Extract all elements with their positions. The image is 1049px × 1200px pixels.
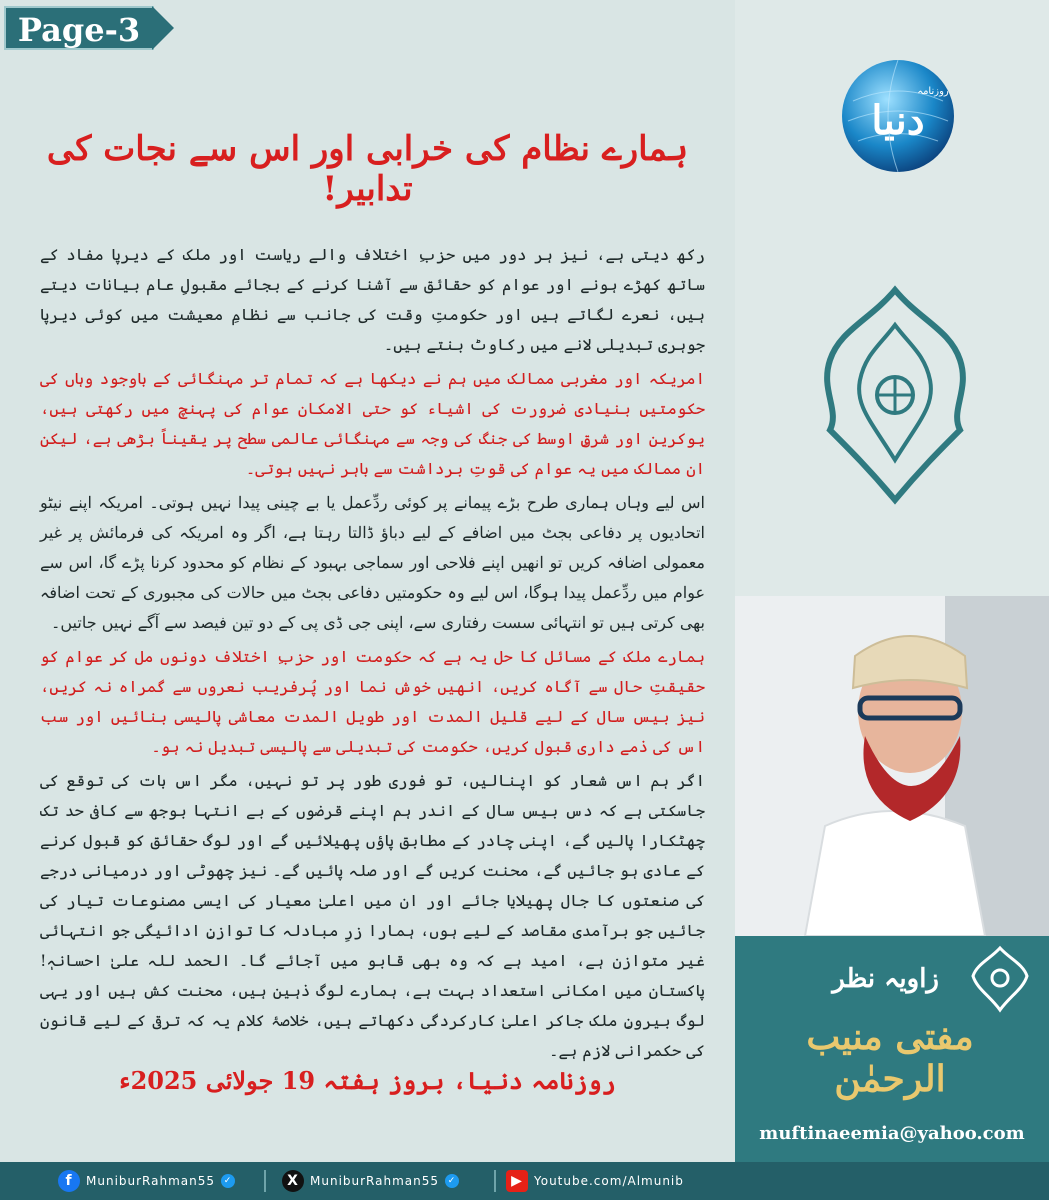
author-box	[735, 936, 1049, 1162]
facebook-handle: MuniburRahman55	[86, 1174, 216, 1188]
paragraph-1: رکھ دیتی ہے، نیز ہر دور میں حزبِ اختلاف والے ریاست اور ملک کے دیرپا مفاد کے ساتھ کھڑے ہونے اور عوام کو حقائق سے آشنا کرنے کے بجائے مقبولِ عام بیانات دیتے ہیں، نعرے لگاتے ہیں اور حکومتِ وقت کی جانب سے نظامِ معیشت میں کوئی دیرپا جوہری تبدیلی لانے میں رکاوٹ بنتے ہیں۔	[40, 245, 705, 354]
paragraph-3: اس لیے وہاں ہماری طرح بڑے پیمانے پر کوئی ردِّعمل یا بے چینی پیدا نہیں ہوتی۔ امریکہ اپنے نیٹو اتحادیوں پر دفاعی بجٹ میں اضافے کے لیے دباؤ ڈالتا رہتا ہے، اگر وہ امریکہ کی فرمائش پر غیر معمولی اضافہ کریں تو انھیں اپنے فلاحی اور سماجی بہبود کے نظام کو محدود کرنا پڑے گا، اس سے عوام میں ردِّعمل پیدا ہوگا، اس لیے وہ حکومتیں دفاعی بجٹ میں حالات کی مجبوری کے تحت اضافہ بھی کرتی ہیں تو انتہائی سست رفتاری سے، اپنی جی ڈی پی کے دو تین فیصد سے آگے نہیں جاتیں۔	[40, 493, 705, 632]
article-body	[40, 240, 705, 1070]
column-label: زاویہ نظر	[832, 964, 939, 994]
author-email[interactable]: muftinaeemia@yahoo.com	[735, 1114, 1049, 1154]
paragraph-4: ہمارے ملک کے مسائل کا حل یہ ہے کہ حکومت اور حزبِ اختلاف دونوں مل کر عوام کو حقیقتِ حال سے آگاہ کریں، انھیں خوش نما اور پُرفریب نعروں سے گمراہ نہ کریں، نیز بیس سال کے لیے قلیل المدت اور طویل المدت معاشی پالیسی بنائیں اور سب اس کی ذمے داری قبول کریں، حکومت کی تبدیلی سے پالیسی تبدیل نہ ہو۔	[40, 647, 706, 756]
x-link[interactable]	[282, 1169, 459, 1193]
verified-icon: ✓	[221, 1174, 235, 1188]
footer-divider	[494, 1170, 496, 1192]
page-badge: Page-3	[4, 6, 154, 50]
paragraph-2: امریکہ اور مغربی ممالک میں ہم نے دیکھا ہے کہ تمام تر مہنگائی کے باوجود وہاں کی حکومتیں بنیادی ضرورت کی اشیاء کو حتی الامکان عوام کی پہنچ میں رکھتی ہیں، یوکرین اور شرقِ اوسط کی جنگ کی وجہ سے مہنگائی عالمی سطح پر یقیناً بڑھی ہے، لیکن ان ممالک میں یہ عوام کی قوتِ برداشت سے باہر نہیں ہوتی۔	[40, 369, 705, 478]
youtube-icon: ▶	[506, 1170, 528, 1192]
footer-bar	[0, 1162, 1049, 1200]
verified-icon: ✓	[445, 1174, 459, 1188]
logo-main-text: دنیا	[871, 97, 925, 144]
dateline: روزنامہ دنیا، بروز ہفتہ 19 جولائی 2025ء	[119, 1066, 616, 1095]
x-icon: X	[282, 1170, 304, 1192]
facebook-link[interactable]	[58, 1169, 235, 1193]
youtube-handle: Youtube.com/Almunib	[534, 1174, 684, 1188]
footer-divider	[264, 1170, 266, 1192]
paragraph-5: اگر ہم اس شعار کو اپنالیں، تو فوری طور پر تو نہیں، مگر اس بات کی توقع کی جاسکتی ہے کہ دس بیس سال کے اندر ہم اپنے قرضوں کے بے انتہا بوجھ سے کافی حد تک چھٹکارا پالیں گے، اپنی چادر کے مطابق پاؤں پھیلائیں گے اور لوگ حقائق کو قبول کرنے کے عادی ہو جائیں گے، محنت کریں گے اور صلہ پائیں گے۔ نیز چھوٹی اور درمیانی درجے کی صنعتوں کا جال پھیلایا جائے اور ان میں اعلیٰ معیار کی ایسی مصنوعات تیار کی جائیں جو برآمدی مقاصد کے لیے ہوں، ہمارا زرِ مبادلہ کا توازنِ ادائیگی جو انتہائی غیر متوازن ہے، امید ہے کہ وہ بھی قابو میں آجائے گا۔ الحمد للہ علیٰ احسانہٖ! پاکستان میں امکانی استعداد بہت ہے، ہمارے لوگ ذہین ہیں، محنت کش ہیں اور یہی لوگ بیرونِ ملک جاکر اعلیٰ کارکردگی دکھاتے ہیں، خلاصۂ کلام یہ کہ ترقی کے لیے قانون کی حکمرانی لازم ہے۔	[40, 771, 705, 1060]
ornament-small-icon	[965, 944, 1035, 1014]
logo-small-text: روزنامہ	[917, 86, 949, 97]
dunya-logo	[833, 56, 963, 176]
author-name: مفتی منیب الرحمٰن	[806, 1016, 974, 1100]
floral-ornament-icon	[810, 280, 980, 510]
author-photo	[735, 596, 1049, 936]
youtube-link[interactable]	[506, 1169, 684, 1193]
x-handle: MuniburRahman55	[310, 1174, 440, 1188]
headline: ہمارے نظام کی خرابی اور اس سے نجات کی تدابیر!	[46, 129, 689, 209]
facebook-icon: f	[58, 1170, 80, 1192]
